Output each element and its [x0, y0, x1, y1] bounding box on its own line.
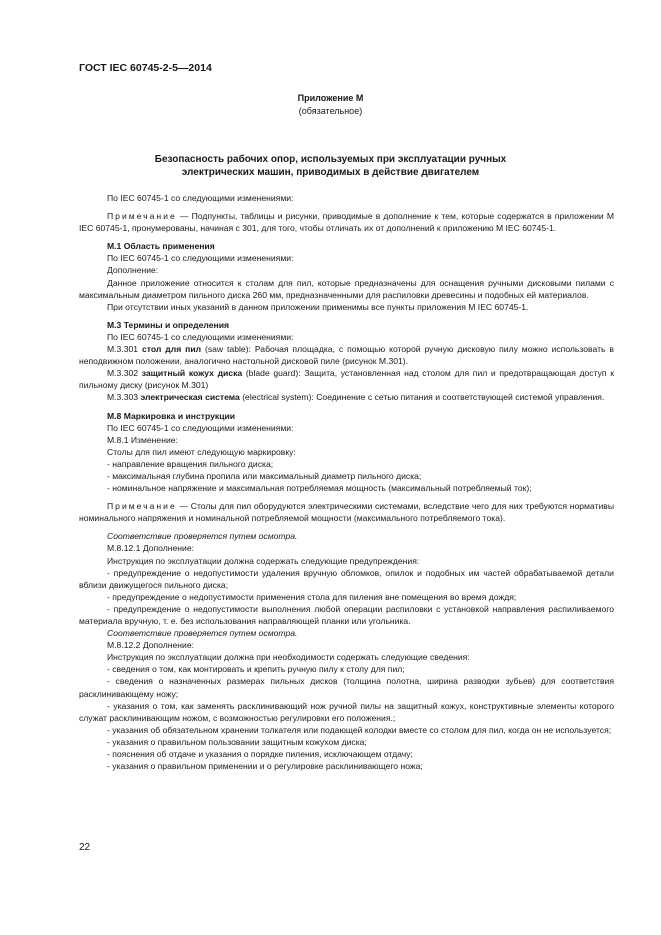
intro-paragraph: По IEC 60745-1 со следующими изменениями: — [107, 193, 294, 203]
note-label: Примечание — [107, 211, 177, 222]
section-heading-marking: М.8 Маркировка и инструкции — [107, 410, 236, 421]
definition-number: М.3.301 — [107, 344, 142, 355]
paragraph: Дополнение: — [107, 265, 159, 276]
definition-saw-table — [79, 343, 614, 367]
standard-designation: ГОСТ IEC 60745-2-5—2014 — [79, 62, 212, 74]
note-label: Примечание — [107, 501, 177, 512]
subsection-title: М.8.12.1 Дополнение: — [107, 543, 195, 554]
list-item: - пояснения об отдаче и указания о порядке пиления, исключающем отдачу; — [107, 749, 413, 760]
definition-text: (blade guard): Защита, установленная над столом для пил и предотвращающая доступ к пильному диску (рисунок М.301) — [79, 368, 614, 391]
paragraph: По IEC 60745-1 со следующими изменениями: — [107, 253, 294, 264]
compliance-check: Соответствие проверяется путем осмотра. — [107, 531, 298, 542]
list-item: - сведения о назначенных размерах пильных дисков (толщина полотна, ширина разводки зубьев) для соответствия расклинивающему ножу; — [79, 676, 614, 699]
paragraph: При отсутствии иных указаний в данном приложении применимы все пункты приложения М IEC 60745-1. — [107, 301, 529, 312]
annex-status: (обязательное) — [298, 106, 363, 116]
paragraph: Данное приложение относится к столам для пил, которые предназначены для оснащения ручными дисковыми пилами с максимальным диаметром пильного диска 260 мм, предназначенными для распиловки древесины и подобных ей материалов. — [79, 277, 614, 300]
list-item: - максимальная глубина пропила или максимальный диаметр пильного диска; — [107, 470, 422, 481]
annex-title: Приложение М — [297, 93, 364, 103]
paragraph: Инструкция по эксплуатации должна содержать следующие предупреждения: — [107, 555, 420, 566]
document-title — [120, 153, 541, 179]
note-text: — Столы для пил оборудуются электрическими системами, вследствие чего для них требуются нормативы номинального напряжения и номинальной потребляемой мощности (максимального потребляемого тока). — [79, 501, 614, 524]
section-heading-terms: М.3 Термины и определения — [107, 319, 229, 330]
document-body — [79, 192, 614, 772]
definition-term: защитный кожух диска — [141, 368, 243, 379]
paragraph: Столы для пил имеют следующую маркировку: — [107, 446, 296, 457]
annex-header — [0, 92, 661, 118]
list-item: - сведения о том, как монтировать и крепить ручную пилу к столу для пил; — [107, 664, 405, 675]
intro-note — [79, 210, 614, 234]
compliance-check: Соответствие проверяется путем осмотра. — [107, 628, 298, 639]
paragraph: По IEC 60745-1 со следующими изменениями: — [107, 331, 294, 342]
definition-term: электрическая система — [140, 392, 240, 403]
document-title-line-1: Безопасность рабочих опор, используемых при эксплуатации ручных — [154, 154, 507, 165]
definition-text: (electrical system): Соединение с сетью питания и соответствующей системой управления. — [239, 392, 605, 403]
list-item: - предупреждение о недопустимости применения стола для пиления вне помещения во время дождя; — [107, 591, 517, 602]
paragraph: М.8.1 Изменение: — [107, 434, 178, 445]
subsection-title: М.8.12.2 Дополнение: — [107, 640, 195, 651]
list-item: - указания о том, как заменять расклинивающий нож ручной пилы на защитный кожух, конструктивные элементы которого служат расклинивающим ножом, с возможностью регулировки его положения.; — [79, 700, 614, 723]
list-item: - номинальное напряжение и максимальная потребляемая мощность (максимальный потребляемый ток); — [107, 483, 532, 494]
list-item: - предупреждение о недопустимости удаления вручную обломков, опилок и подобных им частей обрабатываемой детали вблизи движущегося пильного диска; — [79, 567, 614, 590]
list-item: - указания об обязательном хранении толкателя или подающей колодки вместе со столом для пил, когда он не используется; — [107, 724, 612, 735]
list-item: - направление вращения пильного диска; — [107, 458, 274, 469]
list-item: - указания о правильном применении и о регулировке расклинивающего ножа; — [107, 761, 423, 772]
definition-text: (saw table): Рабочая площадка, с помощью которой ручную дисковую пилу можно использовать в неподвижном положении, аналогично настольной дисковой пиле (рисунок М.301). — [79, 344, 614, 367]
section-heading-scope: М.1 Область применения — [107, 241, 215, 252]
list-item: - указания о правильном пользовании защитным кожухом диска; — [107, 736, 367, 747]
note-text: — Подпункты, таблицы и рисунки, приводимые в дополнение к тем, которые содержатся в приложении М IEC 60745-1, пронумерованы, начиная с 301, для того, чтобы отличать их от дополнений к приложению М IEC 60745-1. — [79, 211, 614, 234]
document-title-line-2: электрических машин, приводимых в действие двигателем — [181, 167, 480, 178]
definition-number: М.3.302 — [107, 368, 142, 379]
page-number: 22 — [79, 842, 91, 853]
paragraph: Инструкция по эксплуатации должна при необходимости содержать следующие сведения: — [107, 652, 470, 663]
marking-note — [79, 500, 614, 524]
definition-electrical-system — [79, 391, 614, 403]
paragraph: По IEC 60745-1 со следующими изменениями: — [107, 422, 294, 433]
definition-blade-guard — [79, 367, 614, 391]
list-item: - предупреждение о недопустимости выполнения любой операции распиловки с установкой направления распиливаемого материала вручную, т. е. без использования направляющей планки или угольника. — [79, 603, 614, 626]
definition-term: стол для пил — [141, 344, 202, 355]
definition-number: М.3.303 — [107, 392, 141, 403]
